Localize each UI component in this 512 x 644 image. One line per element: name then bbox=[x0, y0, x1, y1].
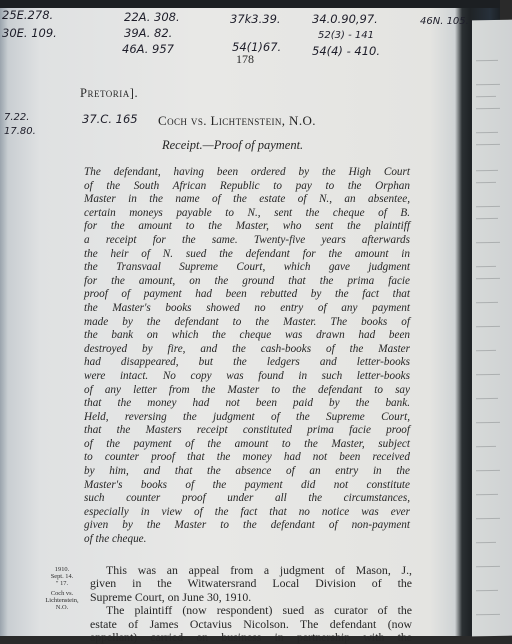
headnote-line: for the amount, on the ground that the prima facie bbox=[84, 274, 410, 287]
handwritten-note: 54(4) - 410. bbox=[312, 44, 380, 58]
handwritten-note: 25E.278. bbox=[2, 8, 54, 22]
margin-date: Sept. 14. bbox=[50, 573, 74, 580]
headnote-line: of the South African Republic to pay to the Orphan bbox=[84, 179, 410, 192]
headnote-line: Held, reversing the judgment of the Supreme Court, bbox=[84, 410, 410, 423]
headnote-line: the Transvaal Supreme Court, which gave judgment bbox=[84, 261, 410, 274]
headnote-line: had disappeared, but the ledgers and letter-books bbox=[84, 356, 410, 369]
handwritten-case-ref: 37.C. 165 bbox=[82, 112, 138, 126]
handwritten-note: 46N. 105. bbox=[420, 16, 469, 27]
headnote-line: that the Masters receipt constituted prima facie proof bbox=[84, 424, 410, 437]
headnote-line: for the amount to the Master, who sent the plaintiff bbox=[84, 220, 410, 233]
handwritten-note: 7.22. bbox=[4, 112, 30, 123]
headnote-line: of any letter from the Master to the defendant to say bbox=[84, 383, 410, 396]
handwritten-note: 46A. 957 bbox=[122, 42, 174, 56]
body-line: estate of James Octavius Nicolson. The defendant (now bbox=[90, 616, 412, 631]
margin-case-name: N.O. bbox=[55, 604, 69, 611]
headnote-line: to counter proof that the money had not been received bbox=[84, 451, 410, 464]
case-subtitle: Receipt.—Proof of payment. bbox=[162, 138, 304, 152]
body-line: appellant) carried on business in partnership with the bbox=[90, 629, 412, 644]
headnote-line: of the payment of the amount to the Master, subject bbox=[84, 437, 410, 450]
headnote-line: the bank on which the cheque was drawn had been bbox=[84, 329, 410, 342]
headnote-line: a receipt for the same. Twenty-five years afterwards bbox=[84, 233, 410, 246]
body-line: The plaintiff (now respondent) sued as curator of the bbox=[106, 603, 412, 618]
top-shadow bbox=[0, 0, 500, 8]
margin-note-case bbox=[40, 590, 84, 611]
headnote-line: of the cheque. bbox=[84, 533, 147, 546]
margin-year: 1910. bbox=[54, 566, 70, 573]
case-title: Coch vs. Lichtenstein, N.O. bbox=[158, 113, 316, 128]
handwritten-note: 52(3) - 141 bbox=[318, 30, 374, 41]
headnote-line: destroyed by fire, and the cash-books of the Master bbox=[84, 342, 410, 355]
headnote-line: the heir of N. sued the defendant for the amount in bbox=[84, 247, 410, 260]
headnote-line: were intact. No copy was found in such letter-books bbox=[84, 369, 410, 382]
headnote-line: certain moneys payable to N., sent the cheque of B. bbox=[84, 206, 410, 219]
margin-case-name: Coch vs. bbox=[50, 590, 74, 597]
headnote-line: by him, and that the absence of an entry in the bbox=[84, 465, 410, 478]
margin-note-date bbox=[42, 566, 82, 587]
handwritten-note: 37k3.39. bbox=[230, 12, 281, 26]
headnote-line: made by the defendant to the Master. The books of bbox=[84, 315, 410, 328]
margin-case-name: Lichtenstein, bbox=[45, 597, 79, 604]
margin-date: " 17. bbox=[55, 580, 69, 587]
body-line: Supreme Court, on June 30, 1910. bbox=[90, 589, 252, 604]
adjacent-page bbox=[472, 20, 512, 637]
headnote-line: Master in the name of the estate of N., an absentee, bbox=[84, 193, 410, 206]
handwritten-note: 54(1)67. bbox=[232, 40, 282, 54]
headnote-line: that the money had not been paid by the bank. bbox=[84, 397, 410, 410]
body-text bbox=[90, 564, 412, 644]
headnote-line: the Master's books showed no entry of any payment bbox=[84, 301, 410, 314]
headnote-line: especially in view of the fact that no notice was ever bbox=[84, 505, 410, 518]
headnote-line: such counter proof under all the circumstances, bbox=[84, 492, 410, 505]
headnote-line: proof of payment had been rebutted by the fact that bbox=[84, 288, 410, 301]
handwritten-note: 39A. 82. bbox=[124, 26, 173, 40]
handwritten-note: 17.80. bbox=[4, 126, 36, 137]
body-line: This was an appeal from a judgment of Mason, J., bbox=[106, 563, 412, 577]
running-head: Pretoria]. bbox=[80, 86, 139, 100]
headnote bbox=[84, 166, 410, 547]
handwritten-note: 34.0.90,97. bbox=[312, 12, 378, 26]
handwritten-note: 30E. 109. bbox=[2, 26, 57, 40]
headnote-line: Master's books of the payment did not constitute bbox=[84, 478, 410, 491]
handwritten-note: 22A. 308. bbox=[124, 10, 180, 24]
headnote-line: The defendant, having been ordered by the High Court bbox=[84, 166, 410, 178]
headnote-line: given by the Master to the defendant of non-payment bbox=[84, 519, 410, 532]
page-number: 178 bbox=[236, 52, 254, 66]
body-line: given in the Witwatersrand Local Division of the bbox=[90, 576, 412, 591]
